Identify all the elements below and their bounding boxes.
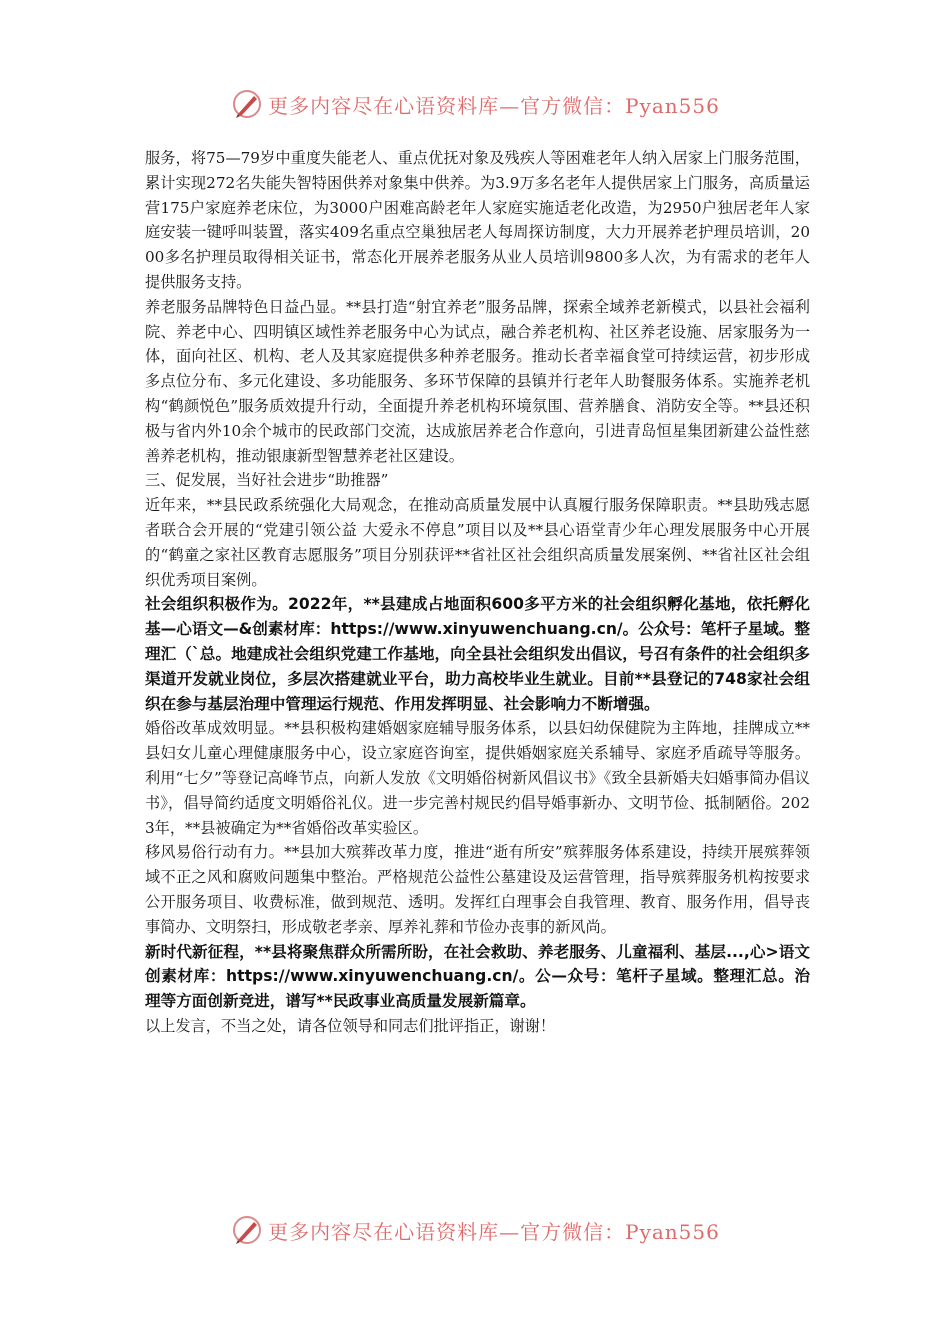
paragraph-social-organizations: 社会组织积极作为。2022年，**县建成占地面积600多平方米的社会组织孵化基地，依托孵化基—心语文—&创素材库：https://www.xinyuwenchuang.cn/。公众号：笔杆子星域。整理汇（`总。地建成社会组织党建工作基地，向全县社会组织发出倡议，号召有条件的社会组织多渠道开发就业岗位，多层次搭建就业平台，助力高校毕业生就业。目前**县登记的748家社会组织在参与基层治理中管理运行规范、作用发挥明显、社会影响力不断增强。	[145, 595, 810, 713]
header-banner-text: 更多内容尽在心语资料库—官方微信：Pyan556	[268, 93, 720, 118]
paragraph-elderly-home-service: 服务，将75—79岁中重度失能老人、重点优抚对象及残疾人等困难老年人纳入居家上门服务范围，累计实现272名失能失智特困供养对象集中供养。为3.9万多名老年人提供居家上门服务，高质量运营175户家庭养老床位，为3000户困难高龄老年人家庭实施适老化改造，为2950户独居老年人家庭安装一键呼叫装置，落实409名重点空巢独居老人每周探访制度，大力开展养老护理员培训，2000多名护理员取得相关证书，常态化开展养老服务从业人员培训9800多人次，为有需求的老年人提供服务支持。	[145, 149, 810, 291]
pen-logo-icon	[230, 1213, 264, 1247]
paragraph-marriage-reform: 婚俗改革成效明显。**县积极构建婚姻家庭辅导服务体系，以县妇幼保健院为主阵地，挂牌成立**县妇女儿童心理健康服务中心，设立家庭咨询室，提供婚姻家庭关系辅导、家庭矛盾疏导等服务。利用“七夕”等登记高峰节点，向新人发放《文明婚俗树新风倡议书》《致全县新婚夫妇婚事简办倡议书》，倡导简约适度文明婚俗礼仪。进一步完善村规民约倡导婚事新办、文明节俭、抵制陋俗。2023年，**县被确定为**省婚俗改革实验区。	[145, 719, 810, 837]
section-heading-promote-development: 三、促发展，当好社会进步“助推器”	[145, 471, 389, 490]
paragraph-elderly-brand: 养老服务品牌特色日益凸显。**县打造“射宜养老”服务品牌，探索全域养老新模式，以县社会福利院、养老中心、四明镇区域性养老服务中心为试点，融合养老机构、社区养老设施、居家服务为一体，面向社区、机构、老人及其家庭提供多种养老服务。推动长者幸福食堂可持续运营，初步形成多点位分布、多元化建设、多功能服务、多环节保障的县镇并行老年人助餐服务体系。实施养老机构“鹤颜悦色”服务质效提升行动，全面提升养老机构环境氛围、营养膳食、消防安全等。**县还积极与省内外10余个城市的民政部门交流，达成旅居养老合作意向，引进青岛恒星集团新建公益性慈善养老机构，推动银康新型智慧养老社区建设。	[145, 297, 810, 465]
paragraph-recent-years: 近年来，**县民政系统强化大局观念，在推动高质量发展中认真履行服务保障职责。**县助残志愿者联合会开展的“党建引领公益 大爱永不停息”项目以及**县心语堂青少年心理发展服务中心开展的“鹤童之家社区教育志愿服务”项目分别获评**省社区社会组织高质量发展案例、**省社区社会组织优秀项目案例。	[145, 496, 810, 589]
footer-banner	[0, 1210, 950, 1250]
footer-banner-text: 更多内容尽在心语资料库—官方微信：Pyan556	[268, 1219, 720, 1244]
paragraph-funeral-reform: 移风易俗行动有力。**县加大殡葬改革力度，推进“逝有所安”殡葬服务体系建设，持续开展殡葬领域不正之风和腐败问题集中整治。严格规范公益性公墓建设及运营管理，指导殡葬服务机构按要求公开服务项目、收费标准，做到规范、透明。发挥红白理事会自我管理、教育、服务作用，倡导丧事简办、文明祭扫，形成敬老孝亲、厚养礼葬和节俭办丧事的新风尚。	[145, 843, 810, 936]
header-banner	[0, 84, 950, 124]
paragraph-closing: 以上发言，不当之处，请各位领导和同志们批评指正，谢谢！	[145, 1016, 556, 1035]
paragraph-new-era: 新时代新征程，**县将聚焦群众所需所盼，在社会救助、养老服务、儿童福利、基层...,心>语文创素材库：https://www.xinyuwenchuang.cn/。公—众号：笔杆子星域。整理汇总。治理等方面创新竞进，谱写**民政事业高质量发展新篇章。	[145, 942, 810, 1011]
pen-logo-icon	[230, 87, 264, 121]
document-body	[145, 146, 810, 1039]
